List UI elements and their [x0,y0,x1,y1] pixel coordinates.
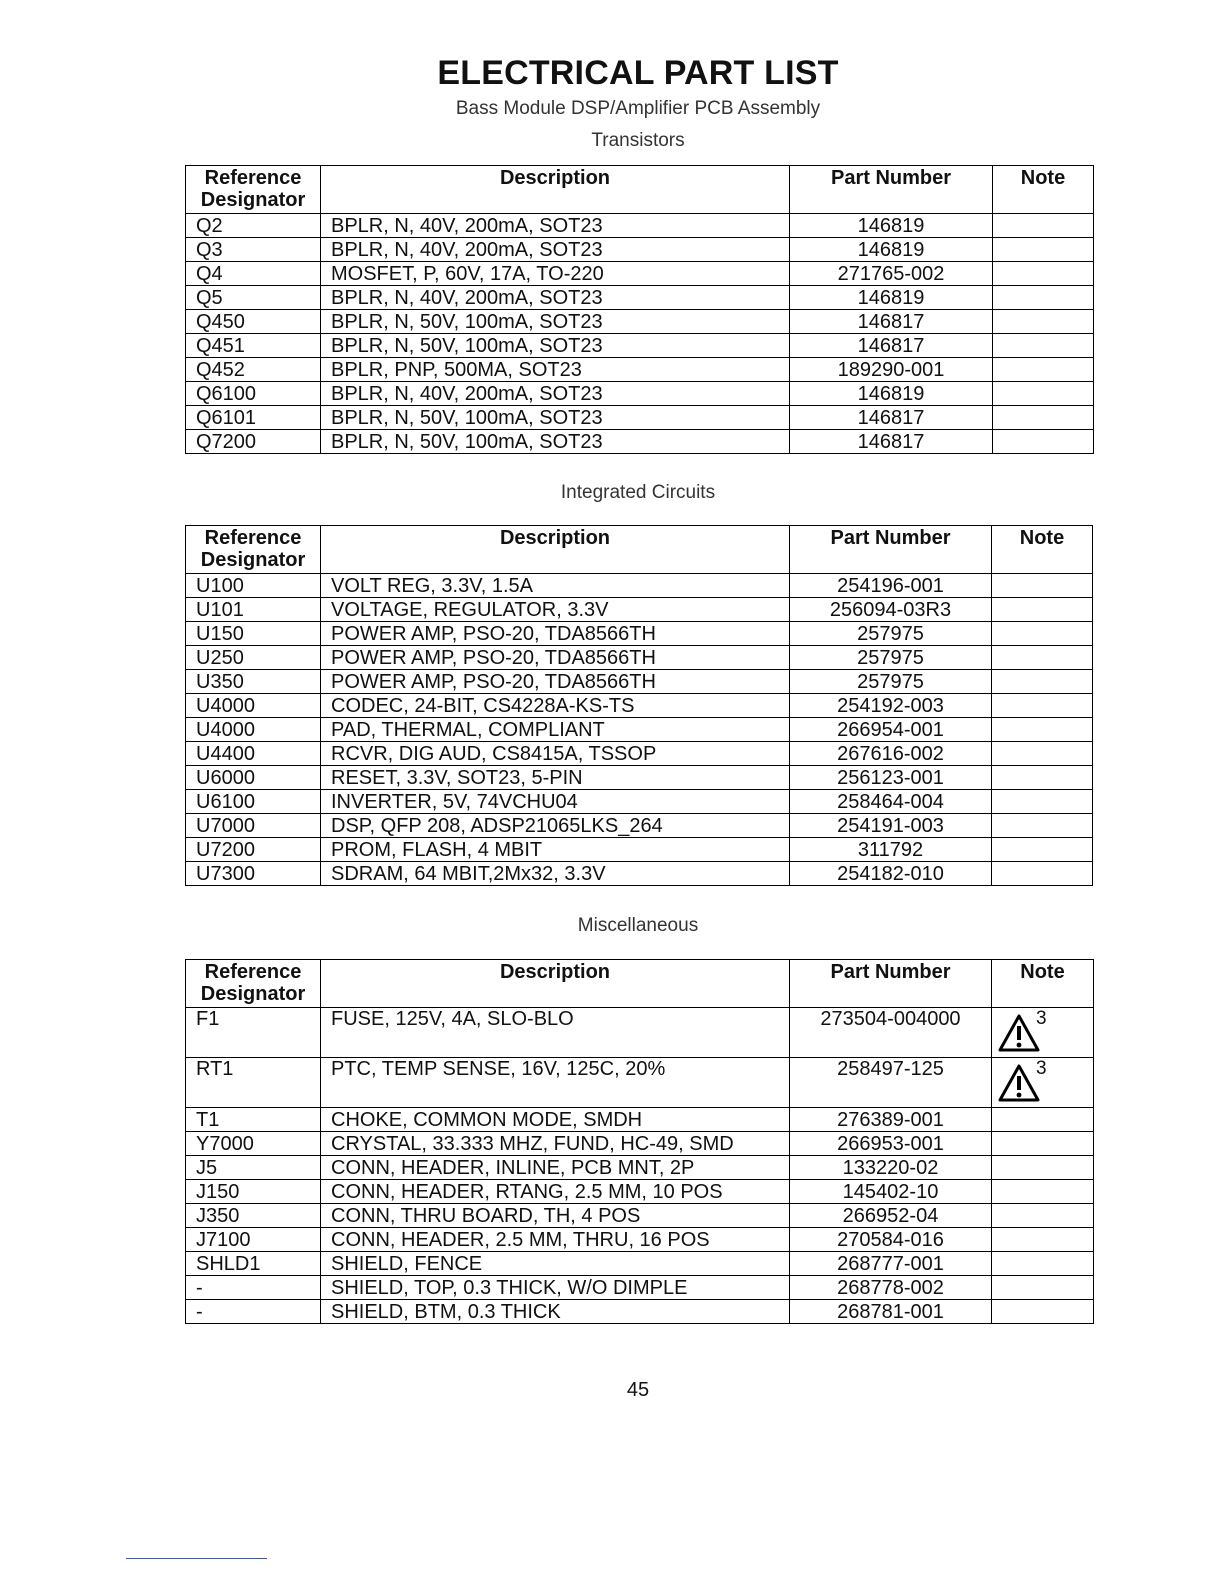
cell-note [992,1058,1094,1108]
table-header-row [186,526,1093,574]
table-row [186,646,1093,670]
cell-description: BPLR, N, 40V, 200mA, SOT23 [321,286,790,310]
page-subtitle: Bass Module DSP/Amplifier PCB Assembly [455,98,821,119]
cell-note [992,814,1093,838]
cell-part-number: 133220-02 [790,1156,992,1180]
cell-description: PTC, TEMP SENSE, 16V, 125C, 20% [321,1058,790,1108]
cell-reference: U150 [186,622,321,646]
column-header-reference: Reference Designator [186,526,321,574]
cell-note [992,1180,1094,1204]
column-header-part-number: Part Number [790,526,992,574]
cell-note [992,718,1093,742]
cell-note [992,1228,1094,1252]
cell-reference: U7000 [186,814,321,838]
footnote-separator [126,1558,267,1559]
table-row [186,1300,1094,1324]
cell-note [993,430,1094,454]
cell-description: CODEC, 24-BIT, CS4228A-KS-TS [321,694,790,718]
warning-triangle-icon [998,1008,1040,1057]
column-header-description: Description [321,960,790,1008]
table-row [186,406,1094,430]
cell-note [993,262,1094,286]
cell-note [993,214,1094,238]
cell-part-number: 266953-001 [790,1132,992,1156]
cell-part-number: 146819 [790,214,993,238]
table-row [186,334,1094,358]
table-row [186,286,1094,310]
cell-part-number: 258497-125 [790,1058,992,1108]
table-row [186,238,1094,262]
cell-description: BPLR, N, 50V, 100mA, SOT23 [321,334,790,358]
cell-description: PAD, THERMAL, COMPLIANT [321,718,790,742]
table-header-row [186,960,1094,1008]
cell-reference: J5 [186,1156,321,1180]
cell-part-number: 189290-001 [790,358,993,382]
cell-note [992,574,1093,598]
section-title-transistors: Transistors [591,130,685,151]
cell-reference: T1 [186,1108,321,1132]
table-row [186,766,1093,790]
column-header-part-number: Part Number [790,960,992,1008]
cell-reference: U6100 [186,790,321,814]
cell-note [992,1300,1094,1324]
cell-note [992,1204,1094,1228]
integrated-circuits-table [185,525,1093,886]
table-row [186,790,1093,814]
cell-part-number: 145402-10 [790,1180,992,1204]
cell-note [992,694,1093,718]
cell-note [992,1132,1094,1156]
cell-description: POWER AMP, PSO-20, TDA8566TH [321,622,790,646]
cell-description: BPLR, N, 50V, 100mA, SOT23 [321,310,790,334]
cell-description: BPLR, N, 40V, 200mA, SOT23 [321,238,790,262]
section-title-integrated-circuits: Integrated Circuits [560,482,716,503]
cell-part-number: 266954-001 [790,718,992,742]
table-row [186,694,1093,718]
cell-reference: U4000 [186,718,321,742]
table-row [186,262,1094,286]
cell-note [993,334,1094,358]
cell-part-number: 256123-001 [790,766,992,790]
cell-note [992,742,1093,766]
cell-note [992,1008,1094,1058]
cell-reference: U7200 [186,838,321,862]
cell-description: VOLT REG, 3.3V, 1.5A [321,574,790,598]
cell-description: BPLR, N, 40V, 200mA, SOT23 [321,382,790,406]
cell-part-number: 267616-002 [790,742,992,766]
column-header-note: Note [993,166,1094,214]
cell-note [992,766,1093,790]
cell-part-number: 146819 [790,382,993,406]
cell-description: CRYSTAL, 33.333 MHZ, FUND, HC-49, SMD [321,1132,790,1156]
table-row [186,1008,1094,1058]
table-row [186,862,1093,886]
table-row [186,382,1094,406]
safety-note [998,1008,1047,1057]
table-row [186,1252,1094,1276]
cell-part-number: 268778-002 [790,1276,992,1300]
cell-description: FUSE, 125V, 4A, SLO-BLO [321,1008,790,1058]
miscellaneous-table [185,959,1094,1324]
table-row [186,1058,1094,1108]
column-header-description: Description [321,526,790,574]
cell-part-number: 266952-04 [790,1204,992,1228]
table-header-row [186,166,1094,214]
cell-note [993,406,1094,430]
warning-triangle-icon [998,1058,1040,1107]
cell-part-number: 257975 [790,670,992,694]
column-header-description: Description [321,166,790,214]
cell-description: SDRAM, 64 MBIT,2Mx32, 3.3V [321,862,790,886]
table-row [186,1180,1094,1204]
note-number: 3 [1036,1058,1047,1079]
cell-part-number: 254196-001 [790,574,992,598]
table-row [186,1132,1094,1156]
cell-part-number: 254192-003 [790,694,992,718]
cell-reference: J7100 [186,1228,321,1252]
cell-part-number: 273504-004000 [790,1008,992,1058]
cell-reference: Q3 [186,238,321,262]
column-header-note: Note [992,526,1093,574]
cell-description: BPLR, PNP, 500MA, SOT23 [321,358,790,382]
cell-description: BPLR, N, 50V, 100mA, SOT23 [321,406,790,430]
cell-reference: - [186,1276,321,1300]
cell-note [992,838,1093,862]
section-title-miscellaneous: Miscellaneous [577,915,699,936]
column-header-note: Note [992,960,1094,1008]
cell-description: BPLR, N, 50V, 100mA, SOT23 [321,430,790,454]
cell-part-number: 276389-001 [790,1108,992,1132]
cell-part-number: 146819 [790,238,993,262]
column-header-reference: Reference Designator [186,960,321,1008]
cell-note [993,238,1094,262]
cell-note [992,1108,1094,1132]
page-title: ELECTRICAL PART LIST [437,54,839,92]
cell-description: CONN, HEADER, 2.5 MM, THRU, 16 POS [321,1228,790,1252]
cell-description: INVERTER, 5V, 74VCHU04 [321,790,790,814]
cell-note [992,670,1093,694]
cell-description: BPLR, N, 40V, 200mA, SOT23 [321,214,790,238]
cell-note [992,598,1093,622]
cell-note [992,790,1093,814]
table-row [186,1204,1094,1228]
cell-part-number: 257975 [790,622,992,646]
cell-reference: Q2 [186,214,321,238]
cell-description: SHIELD, BTM, 0.3 THICK [321,1300,790,1324]
cell-description: CONN, HEADER, RTANG, 2.5 MM, 10 POS [321,1180,790,1204]
cell-part-number: 146817 [790,310,993,334]
note-number: 3 [1036,1008,1047,1029]
cell-description: SHIELD, FENCE [321,1252,790,1276]
cell-part-number: 146817 [790,430,993,454]
cell-reference: U100 [186,574,321,598]
cell-part-number: 254182-010 [790,862,992,886]
cell-note [992,1156,1094,1180]
cell-description: MOSFET, P, 60V, 17A, TO-220 [321,262,790,286]
cell-reference: Y7000 [186,1132,321,1156]
cell-reference: U4000 [186,694,321,718]
table-row [186,622,1093,646]
cell-reference: Q6101 [186,406,321,430]
cell-part-number: 146819 [790,286,993,310]
cell-reference: Q5 [186,286,321,310]
cell-part-number: 268781-001 [790,1300,992,1324]
table-row [186,814,1093,838]
table-row [186,1228,1094,1252]
safety-note [998,1058,1047,1107]
cell-reference: U250 [186,646,321,670]
table-row [186,1156,1094,1180]
cell-description: POWER AMP, PSO-20, TDA8566TH [321,670,790,694]
cell-description: CONN, HEADER, INLINE, PCB MNT, 2P [321,1156,790,1180]
cell-reference: U350 [186,670,321,694]
table-row [186,574,1093,598]
cell-reference: Q7200 [186,430,321,454]
cell-note [993,286,1094,310]
table-row [186,742,1093,766]
cell-description: CONN, THRU BOARD, TH, 4 POS [321,1204,790,1228]
cell-note [992,862,1093,886]
table-row [186,430,1094,454]
table-row [186,670,1093,694]
cell-description: POWER AMP, PSO-20, TDA8566TH [321,646,790,670]
cell-note [993,358,1094,382]
cell-reference: U6000 [186,766,321,790]
cell-part-number: 270584-016 [790,1228,992,1252]
cell-note [993,382,1094,406]
table-row [186,1276,1094,1300]
cell-reference: Q4 [186,262,321,286]
cell-note [992,646,1093,670]
cell-reference: Q451 [186,334,321,358]
cell-part-number: 258464-004 [790,790,992,814]
column-header-reference: Reference Designator [186,166,321,214]
cell-reference: Q452 [186,358,321,382]
cell-description: PROM, FLASH, 4 MBIT [321,838,790,862]
cell-reference: U7300 [186,862,321,886]
table-row [186,838,1093,862]
cell-part-number: 146817 [790,406,993,430]
cell-note [992,1252,1094,1276]
cell-note [993,310,1094,334]
cell-part-number: 146817 [790,334,993,358]
cell-reference: Q6100 [186,382,321,406]
table-row [186,1108,1094,1132]
table-row [186,358,1094,382]
cell-description: SHIELD, TOP, 0.3 THICK, W/O DIMPLE [321,1276,790,1300]
column-header-part-number: Part Number [790,166,993,214]
cell-description: CHOKE, COMMON MODE, SMDH [321,1108,790,1132]
cell-part-number: 254191-003 [790,814,992,838]
cell-note [992,1276,1094,1300]
cell-reference: U4400 [186,742,321,766]
cell-reference: F1 [186,1008,321,1058]
cell-part-number: 311792 [790,838,992,862]
cell-reference: RT1 [186,1058,321,1108]
cell-part-number: 268777-001 [790,1252,992,1276]
cell-reference: J150 [186,1180,321,1204]
cell-reference: U101 [186,598,321,622]
cell-part-number: 271765-002 [790,262,993,286]
cell-description: RESET, 3.3V, SOT23, 5-PIN [321,766,790,790]
cell-description: RCVR, DIG AUD, CS8415A, TSSOP [321,742,790,766]
cell-reference: SHLD1 [186,1252,321,1276]
cell-part-number: 256094-03R3 [790,598,992,622]
cell-description: DSP, QFP 208, ADSP21065LKS_264 [321,814,790,838]
cell-part-number: 257975 [790,646,992,670]
cell-reference: J350 [186,1204,321,1228]
cell-note [992,622,1093,646]
cell-reference: Q450 [186,310,321,334]
transistors-table [185,165,1094,454]
cell-description: VOLTAGE, REGULATOR, 3.3V [321,598,790,622]
table-row [186,598,1093,622]
page-number: 45 [626,1379,650,1401]
table-row [186,310,1094,334]
table-row [186,718,1093,742]
cell-reference: - [186,1300,321,1324]
table-row [186,214,1094,238]
